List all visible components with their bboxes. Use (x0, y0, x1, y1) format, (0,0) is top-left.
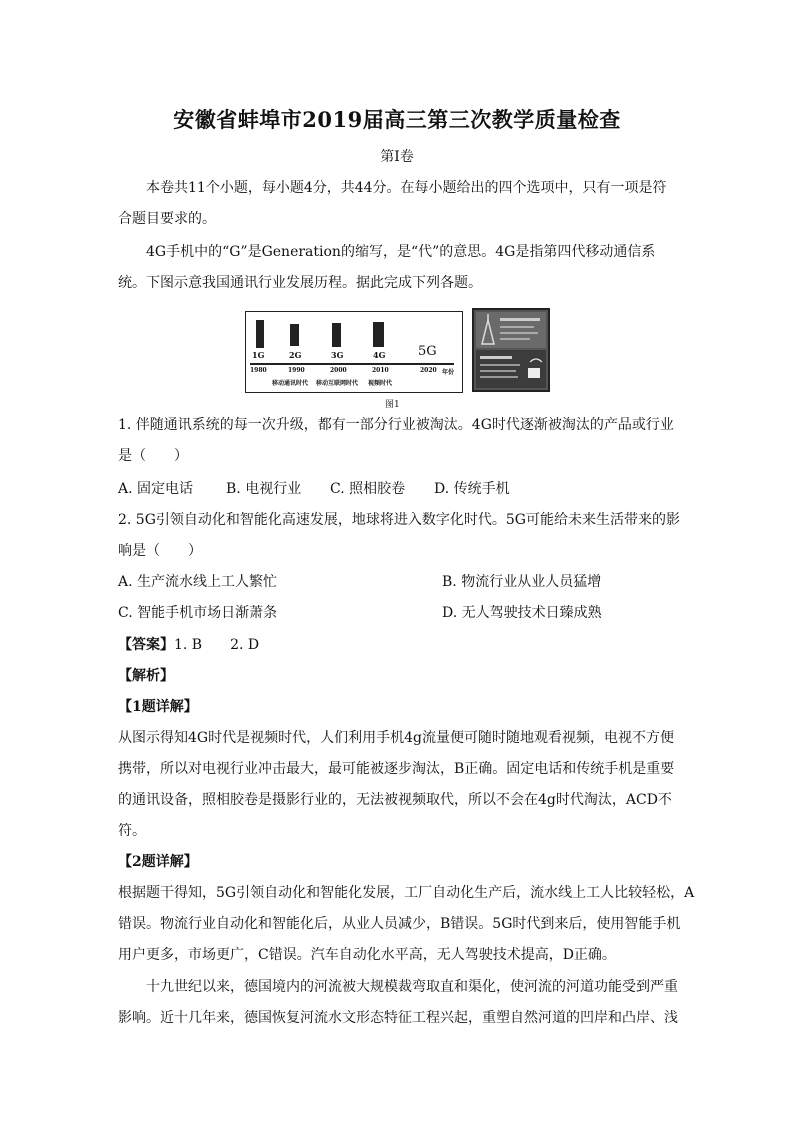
question-1-stem: 1. 伴随通讯系统的每一次升级，都有一部分行业被淘汰。4G时代逐渐被淘汰的产品或行业 (118, 417, 674, 433)
figure-caption: 图1 (385, 400, 400, 410)
detail-1-line: 从图示得知4G时代是视频时代，人们利用手机4g流量便可随时随地观看视频，电视不方便 (118, 730, 674, 746)
year-label: 2000 (330, 367, 347, 374)
option-d: D. 无人驾驶技术日臻成熟 (442, 605, 602, 621)
answer-text: 1. B 2. D (174, 637, 260, 653)
option-b: B. 物流行业从业人员猛增 (442, 574, 602, 590)
phone-4g-icon (373, 322, 384, 347)
era-label: 移动互联网时代 (316, 380, 359, 387)
phone-3g-icon (332, 323, 341, 347)
detail-1-heading: 【1题详解】 (118, 699, 198, 715)
detail-2-line: 用户更多，市场更广，C错误。汽车自动化水平高，无人驾驶技术提高，D正确。 (118, 947, 616, 963)
question-2-stem-cont: 响是（ ） (118, 543, 202, 559)
section-heading: 第I卷 (380, 149, 414, 165)
phone-screen-image (472, 308, 550, 392)
passage-2-line: 十九世纪以来，德国境内的河流被大规模裁弯取直和渠化，使河流的河道功能受到严重 (146, 979, 678, 995)
answer-line (118, 634, 259, 654)
detail-2-heading: 【2题详解】 (118, 854, 198, 870)
answer-label: 【答案】 (118, 637, 174, 653)
timeline-axis (250, 363, 454, 365)
gen-label: 3G (331, 350, 344, 360)
gen-label: 2G (289, 350, 302, 360)
gen-label-5g: 5G (418, 344, 437, 359)
detail-1-line: 携带，所以对电视行业冲击最大，最可能被逐步淘汰，B正确。固定电话和传统手机是重要 (118, 761, 675, 777)
gen-label: 1G (252, 350, 265, 360)
option-d: D. 传统手机 (434, 481, 510, 497)
question-1-stem-cont: 是（ ） (118, 448, 188, 464)
passage-paragraph: 4G手机中的“G”是Generation的缩写，是“代”的意思。4G是指第四代移动通信系统。下图示意我国通讯行业发展历程。据此完成下列各题。 (118, 244, 656, 291)
detail-1-line: 符。 (118, 823, 146, 839)
gen-label: 4G (373, 350, 386, 360)
phone-1g-icon (256, 320, 264, 348)
detail-1-line: 的通讯设备，照相胶卷是摄影行业的，无法被视频取代，所以不会在4g时代淘汰，ACD不 (118, 792, 672, 808)
question-2-stem: 2. 5G引领自动化和智能化高速发展，地球将进入数字化时代。5G可能给未来生活带来的影 (118, 512, 680, 528)
option-b: B. 电视行业 (226, 481, 302, 497)
year-label: 2010 (372, 367, 389, 374)
option-a: A. 固定电话 (118, 481, 194, 497)
detail-2-line: 错误。物流行业自动化和智能化后，从业人员减少，B错误。5G时代到来后，使用智能手机 (118, 916, 681, 932)
phone-2g-icon (290, 324, 299, 346)
year-label: 1990 (288, 367, 305, 374)
intro-paragraph: 本卷共11个小题，每小题4分，共44分。在每小题给出的四个选项中，只有一项是符合题目要求的。 (118, 180, 667, 227)
option-c: C. 照相胶卷 (330, 481, 406, 497)
option-a: A. 生产流水线上工人繁忙 (118, 574, 278, 590)
passage-2-line: 影响。近十几年来，德国恢复河流水文形态特征工程兴起，重塑自然河道的凹岸和凸岸、浅 (118, 1010, 678, 1026)
year-label: 1980 (250, 367, 267, 374)
year-unit: 年份 (442, 369, 455, 376)
option-c: C. 智能手机市场日渐萧条 (118, 605, 278, 621)
timeline-figure (245, 311, 463, 393)
era-label: 视频时代 (368, 380, 393, 387)
year-label: 2020 (420, 367, 437, 374)
screen-graphic (474, 310, 548, 390)
era-label: 移动通讯时代 (272, 380, 309, 387)
page-title: 安徽省蚌埠市2019届高三第三次教学质量检查 (173, 107, 621, 132)
analysis-heading: 【解析】 (118, 668, 174, 684)
detail-2-line: 根据题干得知，5G引领自动化和智能化发展，工厂自动化生产后，流水线上工人比较轻松，A (118, 885, 695, 901)
